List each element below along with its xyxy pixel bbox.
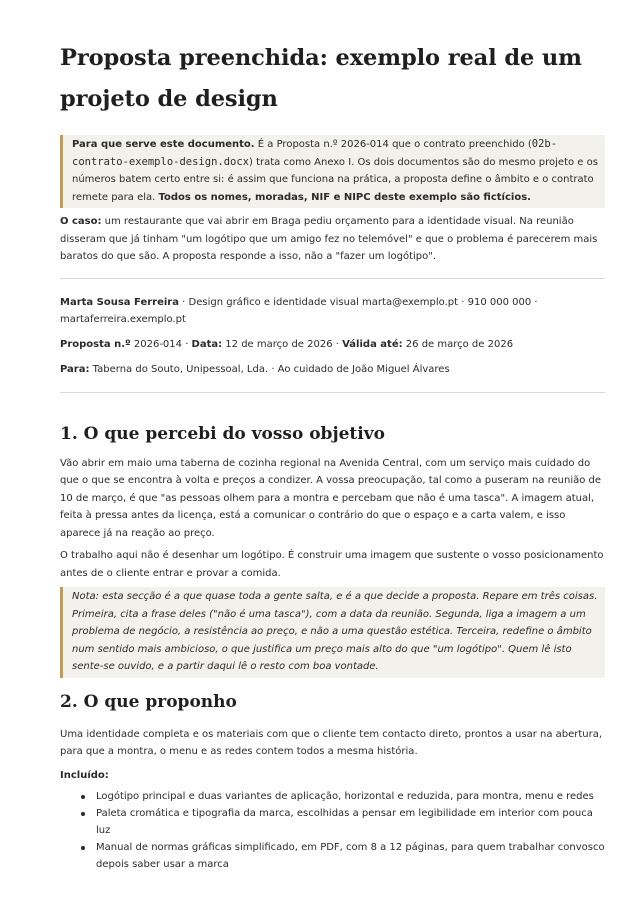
proposal-line [60,336,605,353]
recipient-value: Taberna do Souto, Unipessoal, Lda. · Ao cuidado de João Miguel Álvares [89,363,450,375]
intro-paragraph [72,136,599,206]
section-1-note-text: Nota: esta secção é a que quase toda a gente salta, e é a que decide a proposta. Repare em três coisas. Primeira, cita a frase deles ("não é uma tasca"), com a data da reunião. Segunda, liga a imagem a um problema de negócio, a resistência ao preço, e não a uma questão estética. Terceira, redefine o âmbito num sentido mais ambicioso, o que justifica um preço mais alto do que "um logótipo". Quem lê isto sente-se ouvido, e a partir daqui lê o resto com boa vontade. [72,591,598,672]
intro-text-1: É a Proposta n.º 2026-014 que o contrato preenchido ( [254,139,532,150]
recipient-line [60,361,605,378]
case-label: O caso: [60,216,102,227]
section-1-heading: 1. O que percebi do vosso objetivo [60,423,385,444]
case-paragraph [60,213,605,266]
fictitious-disclaimer: Todos os nomes, moradas, NIF e NIPC deste exemplo são fictícios. [158,191,531,203]
case-text: um restaurante que vai abrir em Braga pediu orçamento para a identidade visual. Na reunião disseram que já tinham "um logótipo que um amigo fez no telemóvel" e que o problema é parecerem mais baratos do que são. A proposta responde a isso, não a "fazer um logótipo". [60,216,598,262]
proposal-number-label: Proposta n.º [60,338,131,350]
included-list [60,788,605,873]
valid-until-label: Válida até: [342,338,403,350]
document-title: Proposta preenchida: exemplo real de um projeto de design [60,45,582,112]
contract-filename: 02b-contrato-exemplo-design.docx [72,138,558,168]
valid-until-value: 26 de março de 2026 [402,338,514,350]
section-1-note [60,587,605,678]
date-value: 12 de março de 2026 · [222,338,343,350]
list-item: Logótipo principal e duas variantes de aplicação, horizontal e reduzida, para montra, menu e redes [96,788,605,805]
designer-name: Marta Sousa Ferreira [60,296,179,308]
intro-lead: Para que serve este documento. [72,139,255,150]
intro-text-2: ) trata como Anexo I. Os dois documentos são do mesmo projeto e os números batem certo entre si: é assim que funciona na prática, a proposta define o âmbito e o contrato remete para ela. [72,156,598,203]
document-content [60,38,605,873]
list-item: Manual de normas gráficas simplificado, em PDF, com 8 a 12 páginas, para quem trabalhar convosco depois saber usar a marca [96,839,605,873]
proposal-number-value: 2026-014 · [130,338,192,350]
divider-bottom [60,392,605,393]
recipient-label: Para: [60,363,90,375]
intro-callout [60,135,605,208]
proposal-header [60,279,605,392]
designer-details: · Design gráfico e identidade visual marta@exemplo.pt · 910 000 000 · martaferreira.exemplo.pt [60,296,538,325]
included-label: Incluído: [60,769,109,781]
list-item: Paleta cromática e tipografia da marca, escolhidas a pensar em legibilidade em interior com pouca luz [96,805,605,839]
designer-line [60,294,605,328]
section-1-paragraph-1: Vão abrir em maio uma taberna de cozinha regional na Avenida Central, com um serviço mais cuidado do que o que se encontra à volta e preços a condizer. A vossa preocupação, tal como a puseram na reunião de 10 de março, é que "as pessoas olhem para a montra e percebam que não é uma tasca". A imagem atual, feita à pressa antes da licença, está a comunicar o contrário do que o espaço e a carta valem, e isso aparece já na reação ao preço. [60,457,602,539]
section-2-heading: 2. O que proponho [60,691,237,712]
section-2-paragraph-1: Uma identidade completa e os materiais com que o cliente tem contacto direto, prontos a usar na abertura, para que a montra, o menu e as redes contem todos a mesma história. [60,728,603,757]
date-label: Data: [191,338,223,350]
section-1-paragraph-2: O trabalho aqui não é desenhar um logótipo. É construir uma imagem que sustente o vosso posicionamento antes de o cliente entrar e provar a comida. [60,550,604,579]
